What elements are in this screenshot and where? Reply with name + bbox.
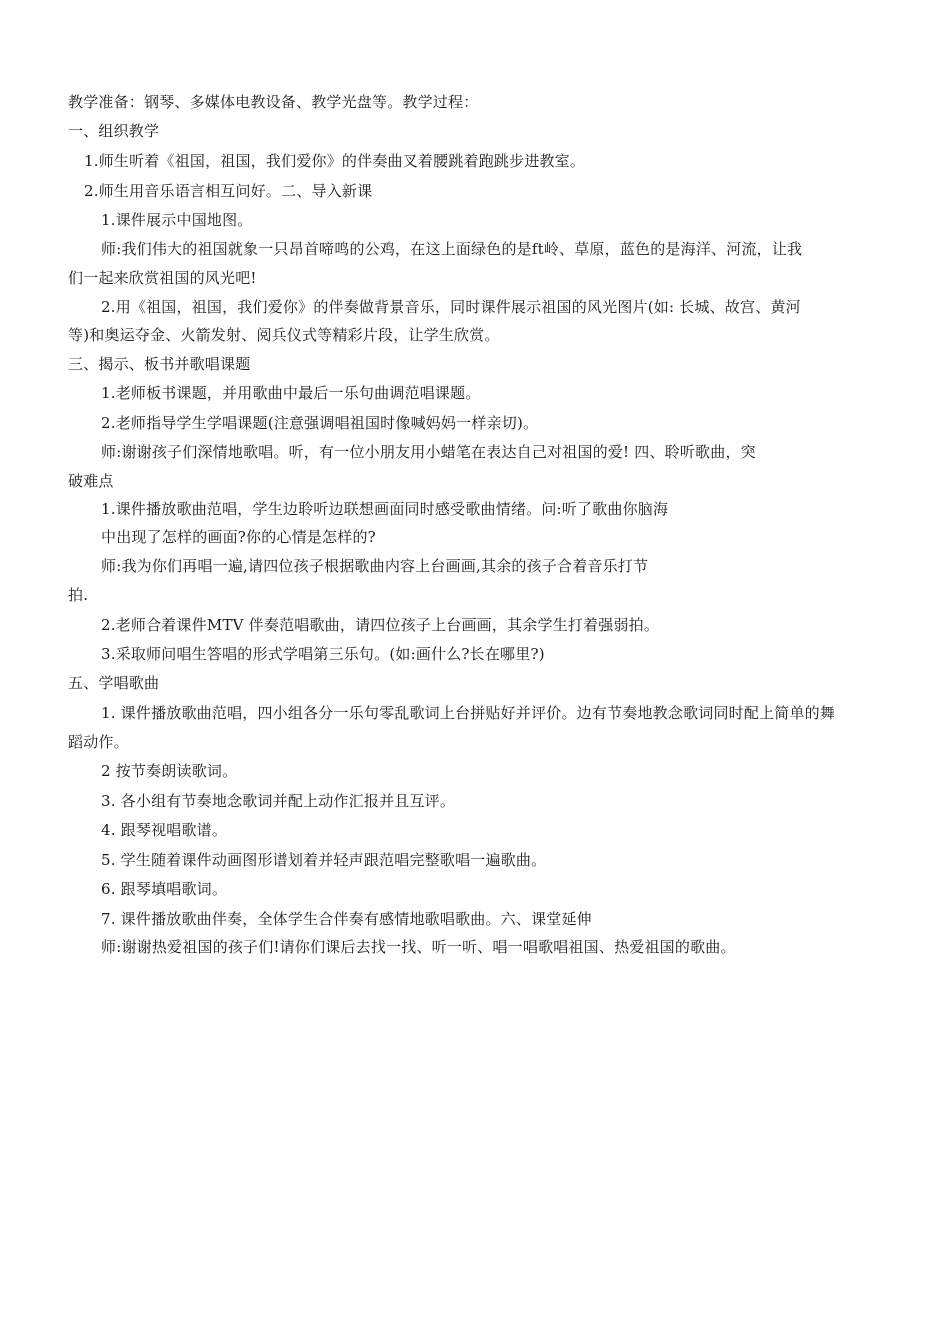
paragraph-line: 3. 各小组有节奏地念歌词并配上动作汇报并且互评。 [101, 792, 456, 810]
paragraph-line: 2.用《祖国，祖国，我们爱你》的伴奏做背景音乐，同时课件展示祖国的风光图片(如: 长城、故宫、黄河 [101, 298, 801, 316]
paragraph-line: 4. 跟琴视唱歌谱。 [101, 821, 228, 839]
paragraph-line: 师:我们伟大的祖国就象一只昂首啼鸣的公鸡，在这上面绿色的是ft岭、草原，蓝色的是海洋、河流，让我 [101, 240, 803, 258]
paragraph-line: 师:谢谢孩子们深情地歌唱。听，有一位小朋友用小蜡笔在表达自己对祖国的爱! 四、聆听歌曲，突 [101, 443, 756, 461]
paragraph-line: 1.课件播放歌曲范唱，学生边聆听边联想画面同时感受歌曲情绪。问:听了歌曲你脑海 [101, 500, 669, 518]
section-heading-5: 五、学唱歌曲 [68, 674, 160, 692]
section-heading-1: 一、组织教学 [68, 122, 160, 140]
paragraph-line: 师:谢谢热爱祖国的孩子们!请你们课后去找一找、听一听、唱一唱歌唱祖国、热爱祖国的歌曲。 [101, 938, 736, 956]
paragraph-line: 2.老师指导学生学唱课题(注意强调唱祖国时像喊妈妈一样亲切)。 [101, 414, 539, 432]
paragraph-line: 师:我为你们再唱一遍,请四位孩子根据歌曲内容上台画画,其余的孩子合着音乐打节 [101, 557, 649, 575]
paragraph-line: 2.老师合着课件MTV 伴奏范唱歌曲，请四位孩子上台画画，其余学生打着强弱拍。 [101, 616, 660, 634]
paragraph-line: 6. 跟琴填唱歌词。 [101, 880, 228, 898]
paragraph-line: 1.课件展示中国地图。 [101, 211, 253, 229]
paragraph-line: 3.采取师问唱生答唱的形式学唱第三乐句。(如:画什么?长在哪里?) [101, 645, 545, 663]
paragraph-line: 1.师生听着《祖国，祖国，我们爱你》的伴奏曲叉着腰跳着跑跳步进教室。 [84, 152, 586, 170]
paragraph-line: 1.老师板书课题，并用歌曲中最后一乐句曲调范唱课题。 [101, 384, 481, 402]
paragraph-line: 们一起来欣赏祖国的风光吧! [68, 269, 257, 287]
paragraph-line: 2.师生用音乐语言相互问好。二、导入新课 [84, 182, 373, 200]
paragraph-line: 等)和奥运夺金、火箭发射、阅兵仪式等精彩片段，让学生欣赏。 [68, 326, 500, 344]
paragraph-line: 2 按节奏朗读歌词。 [101, 762, 238, 780]
intro-preparation-line: 教学准备：钢琴、多媒体电教设备、教学光盘等。教学过程： [68, 93, 479, 111]
paragraph-line: 破难点 [68, 472, 114, 490]
section-heading-3: 三、揭示、板书并歌唱课题 [68, 355, 251, 373]
paragraph-line: 蹈动作。 [68, 733, 129, 751]
paragraph-line: 5. 学生随着课件动画图形谱划着并轻声跟范唱完整歌唱一遍歌曲。 [101, 851, 547, 869]
paragraph-line: 1. 课件播放歌曲范唱，四小组各分一乐句零乱歌词上台拼贴好并评价。边有节奏地教念歌词同时配上简单的舞 [101, 704, 836, 722]
paragraph-line: 拍. [68, 586, 89, 604]
paragraph-line: 中出现了怎样的画面?你的心情是怎样的? [101, 528, 376, 546]
paragraph-line: 7. 课件播放歌曲伴奏，全体学生合伴奏有感情地歌唱歌曲。六、课堂延伸 [101, 910, 592, 928]
